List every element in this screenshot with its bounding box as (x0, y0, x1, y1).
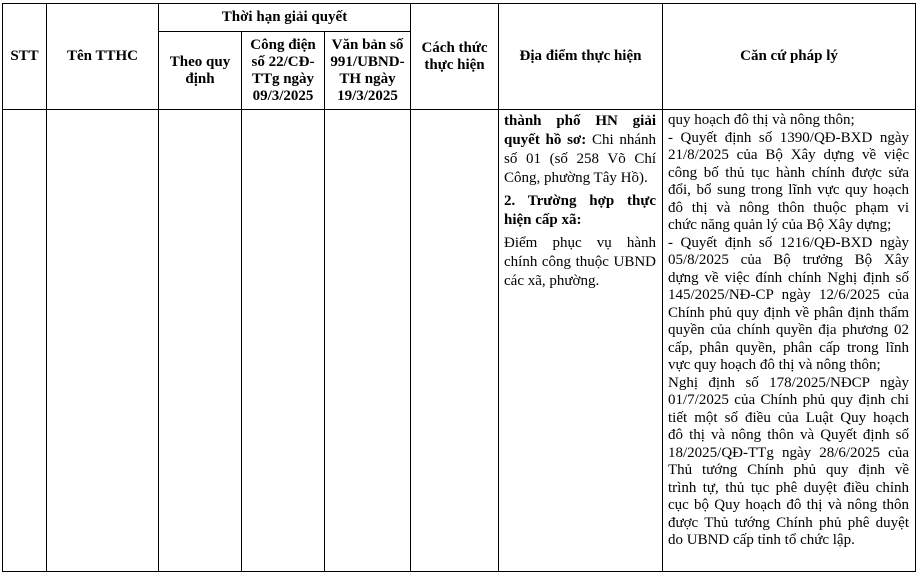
legal-line: tiết một số điều của Luật Quy hoạch (668, 409, 909, 426)
location-para-1 (504, 112, 656, 188)
legal-line: đô thị và nông thôn thuộc phạm vi (668, 199, 909, 216)
legal-line: 05/8/2025 của Bộ trưởng Bộ Xây (668, 252, 909, 268)
cell-stt (3, 110, 47, 572)
legal-line: - Quyết định số 1216/QĐ-BXD ngày (668, 234, 909, 251)
header-ten-tthc: Tên TTHC (47, 4, 159, 110)
legal-line: dựng về việc đính chính Nghị định số (668, 269, 909, 286)
location-cell (499, 110, 663, 572)
legal-line: quyền của chính quyền địa phương 02 (668, 322, 909, 338)
procedure-table (2, 3, 916, 572)
legal-line: được Thủ tướng Chính phủ phê duyệt (668, 514, 909, 531)
legal-line: cấp, phân quyền, phân cấp trong lĩnh (668, 339, 909, 356)
legal-line: Nghị định số 178/2025/NĐCP ngày (668, 374, 909, 391)
legal-basis-cell (663, 110, 916, 572)
cell-van-ban (325, 110, 411, 572)
header-can-cu: Căn cứ pháp lý (663, 4, 916, 110)
legal-line: Thủ tướng Chính phủ quy định về (668, 462, 909, 478)
header-thoi-han: Thời hạn giải quyết (159, 4, 411, 32)
header-cach-thuc: Cách thức thực hiện (411, 4, 499, 110)
legal-line: quy hoạch đô thị và nông thôn; (668, 112, 855, 128)
cell-cach-thuc (411, 110, 499, 572)
legal-line: do UBND cấp tỉnh tổ chức lập. (668, 532, 855, 548)
location-p1-bold: thành phố HN giải quyết hồ sơ: (504, 113, 656, 148)
legal-line: 01/7/2025 của Chính phủ quy định chi (668, 392, 909, 408)
header-stt: STT (3, 4, 47, 110)
legal-line: Chính phủ quy định về phân định thẩm (668, 304, 909, 321)
legal-line: đổi, bổ sung trong lĩnh vực quy hoạch (668, 182, 909, 198)
header-cong-dien: Công điện số 22/CĐ-TTg ngày 09/3/2025 (242, 32, 325, 110)
legal-line: vực quy hoạch đô thị và nông thôn; (668, 357, 881, 373)
header-dia-diem: Địa điểm thực hiện (499, 4, 663, 110)
legal-line: đô thị và nông thôn và Quyết định số (668, 427, 909, 443)
header-theo-quy-dinh: Theo quy định (159, 32, 242, 110)
legal-line: 18/2025/QĐ-TTg ngày 28/6/2025 của (668, 444, 909, 461)
legal-line: 145/2025/NĐ-CP ngày 12/6/2025 của (668, 287, 909, 303)
cell-ten-tthc (47, 110, 159, 572)
header-van-ban: Văn bản số 991/UBND-TH ngày 19/3/2025 (325, 32, 411, 110)
legal-basis-text (668, 112, 909, 550)
location-p1-text: Chi nhánh số 01 (số 258 Võ Chí Công, phường Tây Hồ). (504, 132, 656, 186)
legal-line: cục bộ Quy hoạch đô thị và nông thôn (668, 497, 909, 513)
legal-line: chức năng quản lý của Bộ Xây dựng; (668, 217, 892, 233)
legal-line: trình tự, thủ tục phê duyệt điều chỉnh (668, 479, 909, 496)
legal-line: 21/8/2025 của Bộ Xây dựng về việc (668, 147, 909, 163)
legal-line: - Quyết định số 1390/QĐ-BXD ngày (668, 129, 909, 146)
location-para-3: Điểm phục vụ hành chính công thuộc UBND các xã, phường. (504, 235, 656, 289)
location-para-2: 2. Trường hợp thực hiện cấp xã: (504, 193, 656, 228)
cell-theo-quy-dinh (159, 110, 242, 572)
legal-line: công bố thủ tục hành chính được sửa (668, 164, 909, 181)
cell-cong-dien (242, 110, 325, 572)
